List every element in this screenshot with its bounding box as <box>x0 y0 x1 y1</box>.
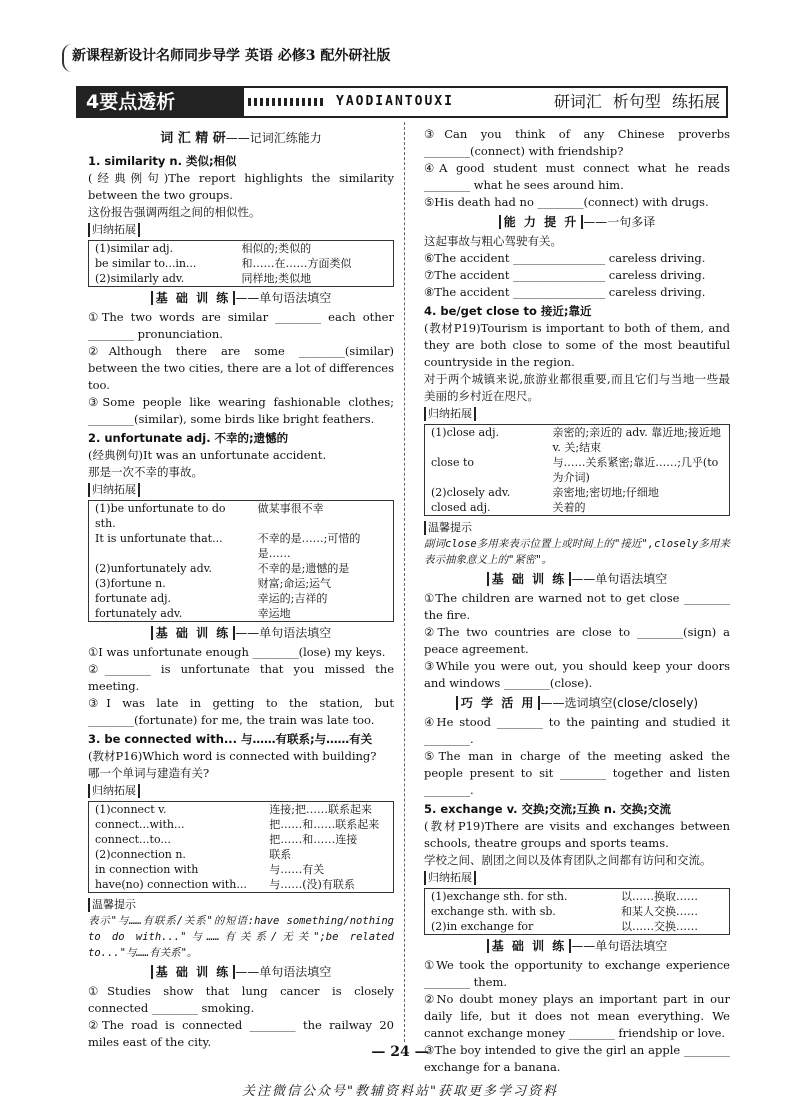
summary-tag: 归纳拓展 <box>88 483 140 497</box>
table-row <box>89 561 394 576</box>
exercise-item: ⑥The accident ________________ careless driving. <box>424 251 706 265</box>
example-translation: 学校之间、剧团之间以及体育团队之间都有访问和交流。 <box>424 853 712 867</box>
exercise-item: ⑤His death had no ________(connect) with drugs. <box>424 195 709 209</box>
table-term: It is unfortunate that... <box>95 532 223 545</box>
example-translation: 对于两个城镇来说,旅游业都很重要,而且它们与当地一些最美丽的乡村近在咫尺。 <box>424 372 730 403</box>
summary-table <box>88 801 394 893</box>
table-meaning: 关着的 <box>552 501 586 514</box>
exercise-item: ③Can you think of any Chinese proverbs ________(connect) with friendship? <box>424 127 730 158</box>
table-row <box>89 877 394 893</box>
example-sentence: (教材P16)Which word is connected with building? <box>88 749 377 763</box>
tip-tag: 温馨提示 <box>424 521 474 535</box>
exercise-item: ②Although there are some ________(similar) between the two cities, there are a lot of differences too. <box>88 344 394 392</box>
table-row <box>425 889 730 905</box>
exercise-item: ⑧The accident ________________ careless driving. <box>424 285 706 299</box>
example-translation: 哪一个单词与建造有关? <box>88 766 210 780</box>
clever-drill-heading <box>424 695 730 712</box>
table-row <box>89 802 394 818</box>
table-term: in connection with <box>95 863 199 876</box>
drill-sublabel: ——单句语法填空 <box>571 572 668 586</box>
exercise-item: ①I was unfortunate enough ________(lose) my keys. <box>88 645 386 659</box>
table-term: fortunate adj. <box>95 592 172 605</box>
exercise-item: ②________ is unfortunate that you missed the meeting. <box>88 662 394 693</box>
table-meaning: 同样地;类似地 <box>241 272 312 285</box>
table-meaning: 幸运的;吉祥的 <box>257 592 328 605</box>
ability-prompt: 这起事故与粗心驾驶有关。 <box>424 234 562 248</box>
banner-pinyin: YAODIANTOUXI <box>336 94 454 109</box>
example-translation: 这份报告强调两组之间的相似性。 <box>88 205 261 219</box>
table-meaning: 以……换取…… <box>621 890 699 903</box>
summary-table <box>88 500 394 622</box>
table-row <box>89 591 394 606</box>
table-meaning: 把……和……连接 <box>269 833 358 846</box>
summary-table <box>424 888 730 935</box>
table-meaning: 与……关系紧密;靠近……;几乎(to为介词) <box>552 456 719 484</box>
table-meaning: 把……和……联系起来 <box>269 818 380 831</box>
header-bracket <box>62 44 72 72</box>
left-column <box>88 126 394 1051</box>
drill-sublabel: ——单句语法填空 <box>235 965 332 979</box>
table-term: (2)unfortunately adv. <box>95 562 213 575</box>
table-meaning: 连接;把……联系起来 <box>269 803 372 816</box>
section-banner <box>76 86 728 118</box>
table-row <box>89 256 394 271</box>
table-meaning: 联系 <box>269 848 292 861</box>
table-term: (2)similarly adv. <box>95 272 185 285</box>
table-meaning: 做某事很不幸 <box>257 502 324 515</box>
table-meaning: 和某人交换…… <box>621 905 699 918</box>
table-meaning: 财富;命运;运气 <box>257 577 332 590</box>
entry-title: 4. be/get close to 接近;靠近 <box>424 304 592 318</box>
table-meaning: 与……有关 <box>269 863 325 876</box>
table-term: (2)closely adv. <box>431 486 511 499</box>
exercise-item: ③The boy intended to give the girl an apple ________ exchange for a banana. <box>424 1043 730 1074</box>
drill-sublabel: ——单句语法填空 <box>235 291 332 305</box>
table-term: (1)exchange sth. for sth. <box>431 890 568 903</box>
table-term: have(no) connection with... <box>95 878 247 891</box>
tip-text: 副词close多用来表示位置上或时间上的"接近",closely多用来表示抽象意义上的"紧密"。 <box>424 538 730 566</box>
exercise-item: ⑤The man in charge of the meeting asked the people present to sit ________ together and listen ________. <box>424 749 730 797</box>
exercise-item: ②No doubt money plays an important part in our daily life, but it does not mean everything. We cannot exchange money ________ friendship or love. <box>424 992 730 1040</box>
section-heading <box>88 130 394 147</box>
exercise-item: ④He stood ________ to the painting and studied it ________. <box>424 715 730 746</box>
example-translation: 那是一次不幸的事故。 <box>88 465 203 479</box>
table-row <box>89 501 394 532</box>
table-term: (1)connect v. <box>95 803 167 816</box>
drill-label: 巧 学 活 用 <box>456 696 541 710</box>
table-term: (2)connection n. <box>95 848 186 861</box>
summary-tag: 归纳拓展 <box>424 407 476 421</box>
summary-tag: 归纳拓展 <box>88 784 140 798</box>
book-title: 新课程新设计名师同步导学 英语 必修3 配外研社版 <box>72 48 391 64</box>
table-row <box>89 847 394 862</box>
table-row <box>89 606 394 622</box>
column-divider <box>404 122 405 1042</box>
table-meaning: 相似的;类似的 <box>241 242 312 255</box>
table-row <box>89 576 394 591</box>
entry-title: 3. be connected with... 与……有联系;与……有关 <box>88 732 373 746</box>
banner-subtitle: 研词汇 析句型 练拓展 <box>553 92 720 111</box>
table-term: (1)be unfortunate to do sth. <box>95 502 226 530</box>
summary-table <box>88 240 394 287</box>
table-row <box>89 241 394 257</box>
summary-tag: 归纳拓展 <box>424 871 476 885</box>
table-term: (1)similar adj. <box>95 242 174 255</box>
table-meaning: 不幸的是;遗憾的是 <box>257 562 350 575</box>
table-row <box>425 919 730 935</box>
table-term: be similar to...in... <box>95 257 197 270</box>
drill-label: 基 础 训 练 <box>151 291 236 305</box>
table-term: exchange sth. with sb. <box>431 905 556 918</box>
table-term: closed adj. <box>431 501 491 514</box>
table-row <box>425 455 730 485</box>
table-row <box>425 425 730 456</box>
section-title: 词 汇 精 研 <box>160 131 226 146</box>
basic-drill-heading <box>424 938 730 955</box>
example-sentence: (教材P19)There are visits and exchanges between schools, theatre groups and sports teams. <box>424 819 730 850</box>
table-meaning: 亲密地;密切地;仔细地 <box>552 486 659 499</box>
table-meaning: 与……(没)有联系 <box>269 878 355 891</box>
drill-sublabel: ——一句多译 <box>583 215 656 229</box>
table-row <box>425 904 730 919</box>
basic-drill-heading <box>424 571 730 588</box>
exercise-item: ②The two countries are close to ________(sign) a peace agreement. <box>424 625 730 656</box>
footer-note: 关注微信公众号"教辅资料站"获取更多学习资料 <box>242 1084 558 1099</box>
table-row <box>89 832 394 847</box>
table-term: fortunately adv. <box>95 607 183 620</box>
exercise-item: ①We took the opportunity to exchange experience ________ them. <box>424 958 730 989</box>
exercise-item: ②The road is connected ________ the railway 20 miles east of the city. <box>88 1018 394 1049</box>
tip-text: 表示"与……有联系/关系"的短语:have something/nothing to do with..."与……有关系/无关";be related to..."与……有关系"。 <box>88 915 394 959</box>
drill-label: 能 力 提 升 <box>499 215 584 229</box>
summary-table <box>424 424 730 516</box>
table-row <box>89 817 394 832</box>
exercise-item: ①The children are warned not to get close ________ the fire. <box>424 591 730 622</box>
table-term: (2)in exchange for <box>431 920 534 933</box>
right-column <box>424 126 730 1076</box>
drill-sublabel: ——单句语法填空 <box>235 626 332 640</box>
table-row <box>89 862 394 877</box>
page-number: — 24 — <box>371 1044 429 1060</box>
table-term: (3)fortune n. <box>95 577 166 590</box>
table-meaning: 亲密的;亲近的 adv. 靠近地;接近地 v. 关;结束 <box>552 426 721 454</box>
table-term: connect...to... <box>95 833 171 846</box>
table-term: (1)close adj. <box>431 426 500 439</box>
drill-sublabel: ——选词填空(close/closely) <box>540 696 699 710</box>
table-row <box>89 531 394 561</box>
example-sentence: (教材P19)Tourism is important to both of them, and they are both close to some of the most beautiful countryside in the region. <box>424 321 730 369</box>
basic-drill-heading <box>88 964 394 981</box>
entry-title: 2. unfortunate adj. 不幸的;遗憾的 <box>88 431 289 445</box>
basic-drill-heading <box>88 625 394 642</box>
section-subtitle: ——记词汇练能力 <box>225 131 322 145</box>
summary-tag: 归纳拓展 <box>88 223 140 237</box>
ability-drill-heading <box>424 214 730 231</box>
exercise-item: ①Studies show that lung cancer is closely connected ________ smoking. <box>88 984 394 1015</box>
basic-drill-heading <box>88 290 394 307</box>
table-row <box>425 500 730 516</box>
table-term: close to <box>431 456 474 469</box>
drill-label: 基 础 训 练 <box>487 572 572 586</box>
exercise-item: ③While you were out, you should keep your doors and windows ________(close). <box>424 659 730 690</box>
banner-title: 4要点透析 <box>78 88 244 116</box>
example-sentence: (经典例句)The report highlights the similarity between the two groups. <box>88 171 394 202</box>
exercise-item: ③Some people like wearing fashionable clothes; ________(similar), some birds like bright feathers. <box>88 395 394 426</box>
drill-label: 基 础 训 练 <box>487 939 572 953</box>
table-row <box>89 271 394 287</box>
drill-label: 基 础 训 练 <box>151 965 236 979</box>
table-meaning: 幸运地 <box>257 607 291 620</box>
drill-sublabel: ——单句语法填空 <box>571 939 668 953</box>
table-row <box>425 485 730 500</box>
tip-tag: 温馨提示 <box>88 898 138 912</box>
table-term: connect...with... <box>95 818 185 831</box>
exercise-item: ④A good student must connect what he reads ________ what he sees around him. <box>424 161 730 192</box>
drill-label: 基 础 训 练 <box>151 626 236 640</box>
entry-title: 1. similarity n. 类似;相似 <box>88 154 237 168</box>
banner-stripe <box>248 98 326 106</box>
table-meaning: 不幸的是……;可惜的是…… <box>257 532 361 560</box>
table-meaning: 和……在……方面类似 <box>241 257 352 270</box>
table-meaning: 以……交换…… <box>621 920 699 933</box>
entry-title: 5. exchange v. 交换;交流;互换 n. 交换;交流 <box>424 802 671 816</box>
exercise-item: ③I was late in getting to the station, but ________(fortunate) for me, the train was late too. <box>88 696 394 727</box>
exercise-item: ①The two words are similar ________ each other ________ pronunciation. <box>88 310 394 341</box>
example-sentence: (经典例句)It was an unfortunate accident. <box>88 448 327 462</box>
exercise-item: ⑦The accident ________________ careless driving. <box>424 268 706 282</box>
